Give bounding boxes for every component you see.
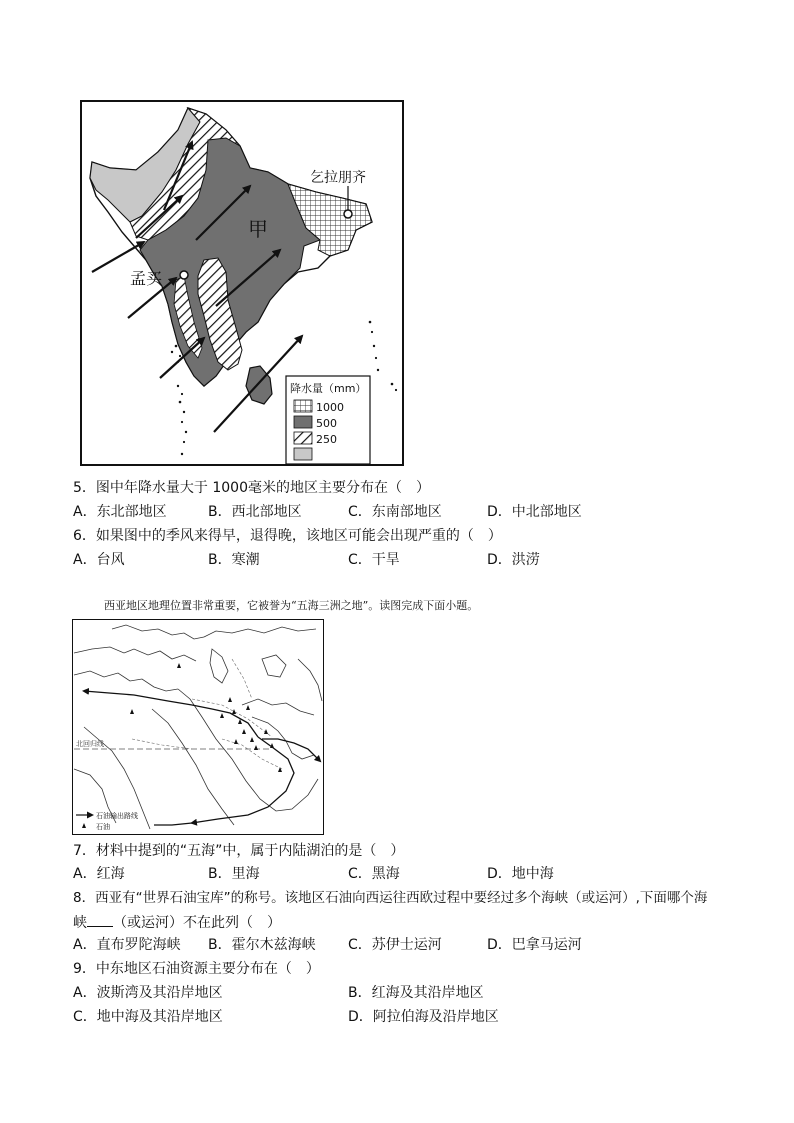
legend-item-label: 250 [316,433,337,446]
option[interactable]: D．中北部地区 [487,504,582,520]
option[interactable]: B．里海 [208,866,260,882]
legend-route-label: 石油输出路线 [96,812,138,820]
section2-intro: 西亚地区地理位置非常重要，它被誉为“五海三洲之地”。读图完成下面小题。 [104,599,479,612]
question-9: 9．中东地区石油资源主要分布在（ ） [73,961,320,977]
label-tropic: 北回归线 [76,740,104,748]
option[interactable]: B．霍尔木兹海峡 [208,937,316,953]
option[interactable]: D．阿拉伯海及沿岸地区 [348,1009,499,1025]
question-7: 7．材料中提到的“五海”中，属于内陆湖泊的是（ ） [73,843,405,859]
precipitation-legend [286,376,370,464]
option[interactable]: D．巴拿马运河 [487,937,582,953]
west-asia-oil-map [72,619,324,835]
mumbai-marker [180,271,188,279]
option[interactable]: A．直布罗陀海峡 [73,937,181,953]
option[interactable]: D．地中海 [487,866,554,882]
south-asia-precipitation-map [80,100,404,466]
label-jia: 甲 [248,217,268,241]
option[interactable]: A．东北部地区 [73,504,167,520]
question-5: 5．图中年降水量大于 1000毫米的地区主要分布在（ ） [73,480,430,496]
legend-item-label: 500 [316,417,337,430]
option[interactable]: D．洪涝 [487,552,540,568]
option[interactable]: C．黑海 [348,866,400,882]
option[interactable]: C．干旱 [348,552,400,568]
option[interactable]: B．寒潮 [208,552,260,568]
option[interactable]: C．地中海及其沿岸地区 [73,1009,223,1025]
option[interactable]: A．红海 [73,866,125,882]
cherrapunji-marker [344,210,352,218]
legend-oil-label: 石油 [96,823,110,831]
question-8-text-a: 峡 [73,915,87,931]
option[interactable]: C．苏伊士运河 [348,937,442,953]
question-8-text-b: （或运河）不在此列（ ） [113,915,281,931]
label-cherrapunji: 乞拉朋齐 [310,170,366,186]
option[interactable]: A．波斯湾及其沿岸地区 [73,985,223,1001]
answer-blank[interactable] [87,911,113,927]
question-8-line2 [73,911,281,933]
option[interactable]: B．红海及其沿岸地区 [348,985,484,1001]
option[interactable]: B．西北部地区 [208,504,302,520]
option[interactable]: C．东南部地区 [348,504,442,520]
label-mumbai: 孟买 [130,269,163,288]
question-8-line1: 8．西亚有“世界石油宝库”的称号。该地区石油向西运往西欧过程中要经过多个海峡（或运河）,下面哪个海 [73,890,708,906]
question-6: 6．如果图中的季风来得早，退得晚，该地区可能会出现严重的（ ） [73,528,502,544]
legend-item-label: 1000 [316,401,344,414]
legend-title: 降水量（mm） [290,382,367,395]
option[interactable]: A．台风 [73,552,125,568]
